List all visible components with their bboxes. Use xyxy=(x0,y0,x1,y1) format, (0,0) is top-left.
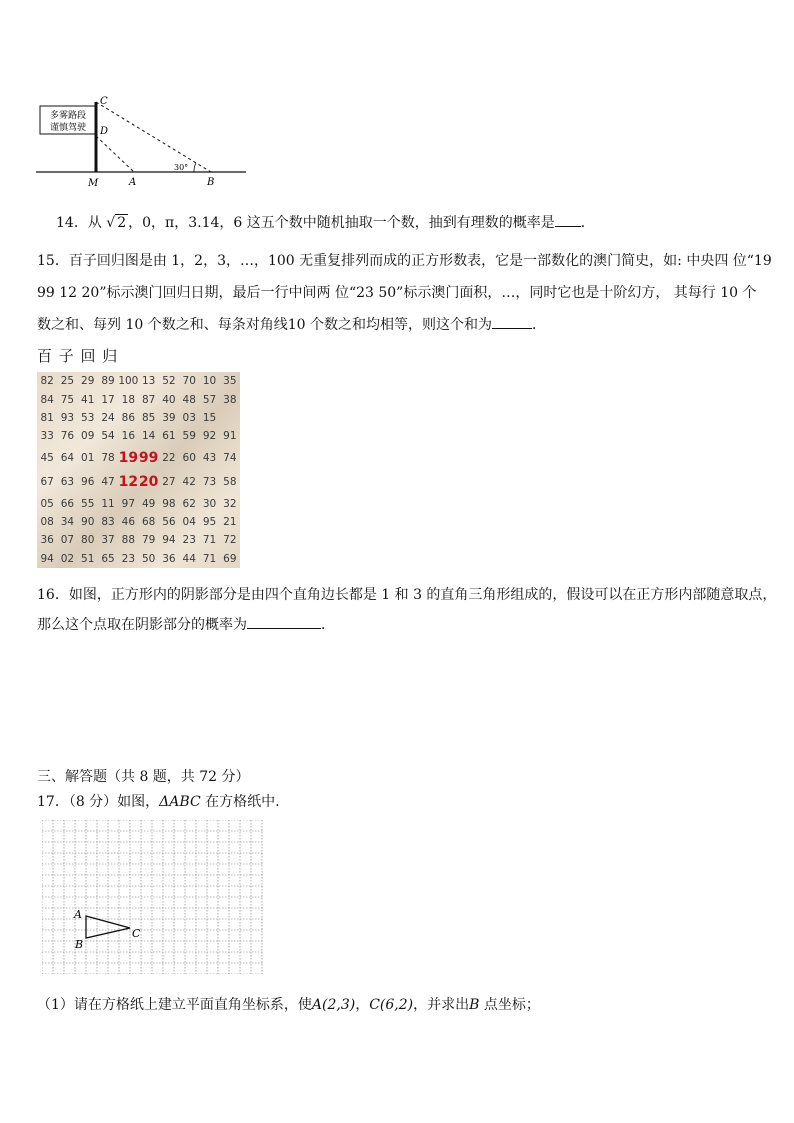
coord-A: A(2,3) xyxy=(311,997,356,1013)
magic-square-cell: 43 xyxy=(202,451,217,464)
magic-square-cell: 03 xyxy=(182,411,196,424)
magic-square-row xyxy=(37,427,240,445)
magic-square-cell: 42 xyxy=(182,476,196,489)
q16-line-1: 16．如图，正方形内的阴影部分是由四个直角边长都是 1 和 3 的直角三角形组成的，假设可以在正方形内部随意取点， xyxy=(37,587,777,603)
magic-square-cell: 71 xyxy=(202,534,217,547)
sign-figure xyxy=(36,92,252,192)
magic-square-cell: 39 xyxy=(162,411,176,424)
magic-square-cell: 27 xyxy=(162,476,176,489)
magic-square-cell: 65 xyxy=(101,552,115,565)
magic-square-cell: 48 xyxy=(182,393,196,406)
magic-square-cell: 09 xyxy=(81,430,95,443)
magic-square-cell: 49 xyxy=(141,497,156,510)
magic-square-cell: 20 xyxy=(138,474,159,491)
q14-end: ． xyxy=(580,215,595,231)
magic-square-cell: 10 xyxy=(202,375,217,388)
magic-square-cell: 64 xyxy=(60,451,75,464)
magic-square-cell: 63 xyxy=(60,476,75,489)
magic-square-cell: 32 xyxy=(223,497,237,510)
magic-square-cell: 93 xyxy=(60,411,75,424)
magic-square-cell: 82 xyxy=(40,375,54,388)
magic-square-cell: 59 xyxy=(182,430,196,443)
magic-square-cell: 74 xyxy=(223,451,237,464)
magic-square-cell: 69 xyxy=(223,552,237,565)
q17-rest: 在方格纸中. xyxy=(200,794,280,810)
q15-line-2: 99 12 20”标示澳门回归日期，最后一行中间两 位“23 50”标示澳门面积，…，同时它也是十阶幻方， 其每行 10 个 xyxy=(37,285,757,301)
grid-label-C: C xyxy=(132,927,141,940)
angle-label: 30° xyxy=(174,163,189,172)
label-B: B xyxy=(207,177,215,188)
magic-square-cell: 100 xyxy=(118,375,139,388)
magic-square-cell: 89 xyxy=(101,375,115,388)
magic-square-row xyxy=(37,495,240,513)
magic-square-cell: 71 xyxy=(202,552,217,565)
magic-square-cell: 54 xyxy=(101,430,115,443)
magic-square-cell: 84 xyxy=(40,393,54,406)
magic-square-cell: 58 xyxy=(223,476,237,489)
answer-blank-15 xyxy=(492,316,532,329)
magic-square-cell: 86 xyxy=(121,411,136,424)
magic-square-cell: 80 xyxy=(81,534,95,547)
q17-sub1-pre: （1）请在方格纸上建立平面直角坐标系，使 xyxy=(37,997,312,1013)
magic-square-table xyxy=(37,372,240,568)
q14-number: 14． xyxy=(56,215,88,231)
magic-square-cell: 95 xyxy=(202,516,217,529)
magic-square-cell: 67 xyxy=(40,476,54,489)
magic-square-cell: 29 xyxy=(81,375,95,388)
magic-square-cell: 52 xyxy=(162,375,176,388)
q14-pre: 从 xyxy=(87,215,102,231)
magic-square-row xyxy=(37,372,240,390)
angle-arc xyxy=(194,163,196,172)
magic-square-cell: 22 xyxy=(162,451,176,464)
magic-square-cell: 17 xyxy=(101,393,115,406)
magic-square-row xyxy=(37,390,240,408)
magic-square-cell: 23 xyxy=(121,552,136,565)
magic-square-cell: 16 xyxy=(121,430,136,443)
magic-square-cell: 88 xyxy=(121,534,136,547)
magic-square-caption: 百 子 回 归 xyxy=(37,347,119,365)
magic-square-cell: 53 xyxy=(81,411,95,424)
answer-blank-14 xyxy=(555,214,581,227)
magic-square-cell: 04 xyxy=(182,516,196,529)
sign-text-2: 谨慎驾驶 xyxy=(49,123,87,133)
magic-square-cell: 24 xyxy=(101,411,115,424)
question-17 xyxy=(37,791,280,811)
sqrt-argument: 2 xyxy=(117,215,127,231)
magic-square-cell xyxy=(220,409,240,427)
magic-square-cell: 14 xyxy=(141,430,156,443)
q17-sub1-end: 点坐标； xyxy=(479,997,540,1013)
magic-square-cell: 12 xyxy=(118,474,139,491)
magic-square-cell: 21 xyxy=(223,516,237,529)
magic-square-cell: 78 xyxy=(101,451,115,464)
magic-square-cell: 81 xyxy=(40,411,54,424)
magic-square-cell: 33 xyxy=(40,430,54,443)
sign-text-1: 多雾路段 xyxy=(49,111,87,121)
coord-C: C(6,2) xyxy=(369,997,414,1013)
magic-square-cell: 36 xyxy=(40,534,54,547)
section-3-title: 三、解答题（共 8 题，共 72 分） xyxy=(37,769,250,785)
magic-square-cell: 25 xyxy=(60,375,75,388)
magic-square-cell: 75 xyxy=(60,393,75,406)
magic-square-cell: 92 xyxy=(202,430,217,443)
magic-square-cell: 23 xyxy=(182,534,196,547)
grid-label-B: B xyxy=(75,938,84,951)
magic-square-row xyxy=(37,470,240,495)
magic-square-cell: 85 xyxy=(141,411,156,424)
magic-square-cell: 61 xyxy=(162,430,176,443)
magic-square-cell: 62 xyxy=(182,497,196,510)
question-14 xyxy=(56,212,595,232)
magic-square-row xyxy=(37,513,240,531)
sqrt-expression: √ 2 xyxy=(106,215,127,231)
magic-square-cell: 05 xyxy=(40,497,54,510)
magic-square-cell: 07 xyxy=(60,534,75,547)
magic-square-cell: 94 xyxy=(162,534,176,547)
magic-square-cell: 99 xyxy=(138,449,159,466)
q16-line-2 xyxy=(37,614,335,634)
magic-square-cell: 47 xyxy=(101,476,115,489)
magic-square-cell: 96 xyxy=(81,476,95,489)
magic-square-cell: 56 xyxy=(162,516,176,529)
label-D: D xyxy=(100,126,109,137)
label-C: C xyxy=(100,96,108,107)
q15-line-3-text: 数之和、每列 10 个数之和、每条对角线10 个数之和均相等，则这个和为 xyxy=(37,317,492,333)
magic-square-cell: 76 xyxy=(60,430,75,443)
magic-square-cell: 01 xyxy=(81,451,95,464)
magic-square-cell: 11 xyxy=(101,497,115,510)
answer-blank-16 xyxy=(247,616,321,629)
q16-line-2-text: 那么这个点取在阴影部分的概率为 xyxy=(37,617,247,633)
magic-square-cell: 08 xyxy=(40,516,54,529)
magic-square-cell: 57 xyxy=(202,393,217,406)
magic-square-cell: 30 xyxy=(202,497,217,510)
magic-square-cell: 35 xyxy=(223,375,237,388)
magic-square-cell: 97 xyxy=(121,497,136,510)
magic-square-cell: 02 xyxy=(60,552,75,565)
label-M: M xyxy=(88,178,99,189)
q17-number: 17．（8 分）如图， xyxy=(37,794,160,810)
magic-square-cell: 34 xyxy=(60,516,75,529)
q16-line-2-end: ． xyxy=(321,617,335,633)
label-A: A xyxy=(129,177,137,188)
magic-square-cell: 79 xyxy=(141,534,156,547)
magic-square-cell: 55 xyxy=(81,497,95,510)
magic-square-row xyxy=(37,409,240,427)
q15-line-3 xyxy=(37,314,546,334)
magic-square-cell: 50 xyxy=(141,552,156,565)
magic-square-cell: 87 xyxy=(141,393,156,406)
point-B: B xyxy=(469,997,480,1013)
line-DA xyxy=(96,136,134,172)
magic-square-cell: 37 xyxy=(101,534,115,547)
q17-sub-1 xyxy=(37,994,540,1014)
q17-sub1-sep: ， xyxy=(355,997,370,1013)
magic-square-cell: 91 xyxy=(223,430,237,443)
magic-square-row xyxy=(37,531,240,549)
triangle-symbol: ΔABC xyxy=(159,794,201,810)
magic-square-cell: 38 xyxy=(223,393,237,406)
magic-square-cell: 15 xyxy=(202,411,217,424)
magic-square-row xyxy=(37,550,240,568)
q17-sub1-mid: ，并求出 xyxy=(413,997,470,1013)
magic-square-cell: 45 xyxy=(40,451,54,464)
q15-line-1: 15．百子回归图是由 1，2，3，…，100 无重复排列而成的正方形数表，它是一部数化的澳门简史，如: 中央四 位“19 xyxy=(37,253,772,269)
magic-square-cell: 90 xyxy=(81,516,95,529)
grid-label-A: A xyxy=(74,908,82,921)
magic-square-cell: 44 xyxy=(182,552,196,565)
magic-square-row xyxy=(37,446,240,471)
magic-square-cell: 60 xyxy=(182,451,196,464)
magic-square-cell: 73 xyxy=(202,476,217,489)
magic-square-cell: 13 xyxy=(141,375,156,388)
q15-line-3-end: ． xyxy=(531,317,546,333)
magic-square-image xyxy=(37,372,240,568)
magic-square-cell: 66 xyxy=(60,497,75,510)
magic-square-cell: 18 xyxy=(121,393,136,406)
line-CB xyxy=(96,102,211,172)
magic-square-cell: 51 xyxy=(81,552,95,565)
magic-square-cell: 40 xyxy=(162,393,176,406)
magic-square-cell: 98 xyxy=(162,497,176,510)
grid-paper xyxy=(42,820,264,974)
magic-square-cell: 72 xyxy=(223,534,237,547)
magic-square-cell: 68 xyxy=(141,516,156,529)
magic-square-cell: 83 xyxy=(101,516,115,529)
magic-square-cell: 36 xyxy=(162,552,176,565)
magic-square-cell: 41 xyxy=(81,393,95,406)
magic-square-cell: 19 xyxy=(118,449,139,466)
magic-square-cell: 70 xyxy=(182,375,196,388)
magic-square-cell: 46 xyxy=(121,516,136,529)
magic-square-cell: 94 xyxy=(40,552,54,565)
q14-rest: ，0，π，3.14，6 这五个数中随机抽取一个数，抽到有理数的概率是 xyxy=(128,215,555,231)
